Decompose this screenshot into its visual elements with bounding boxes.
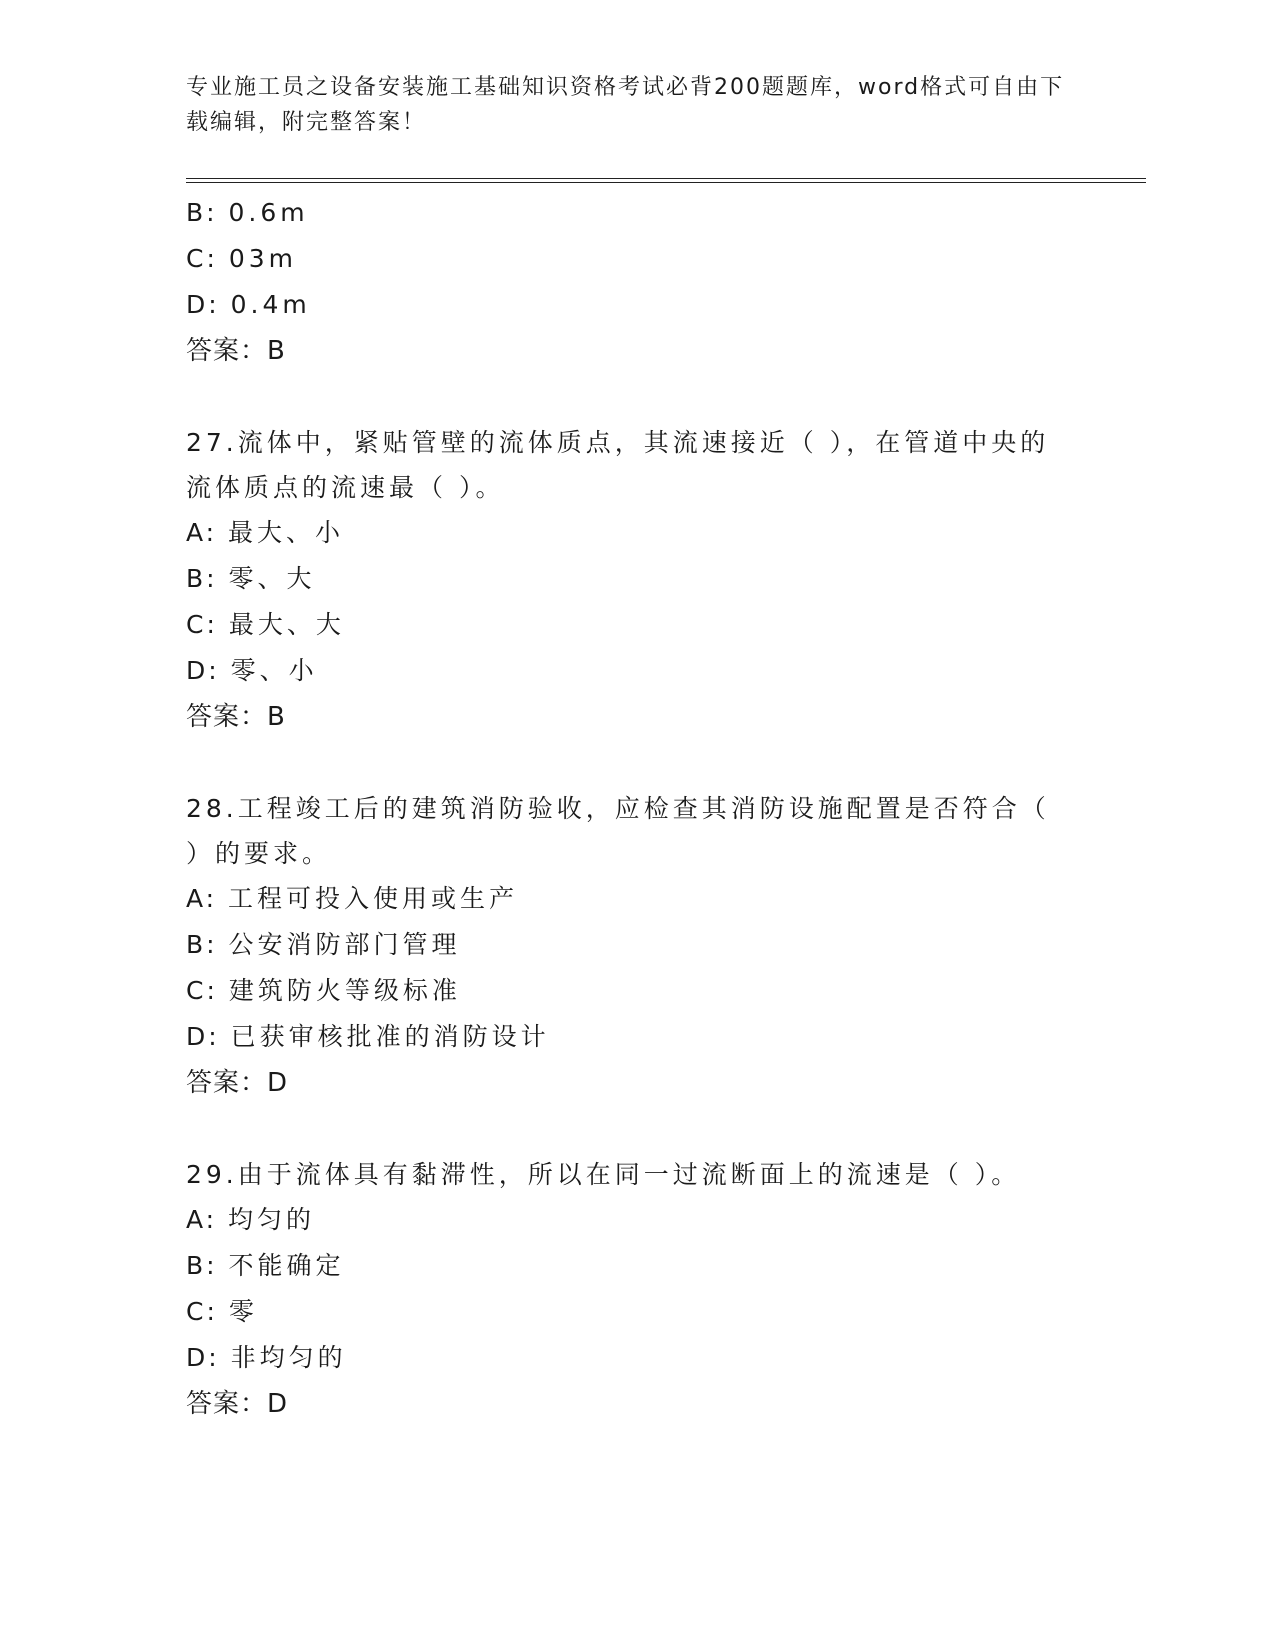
option-letter: C: — [186, 1297, 218, 1326]
option-row — [186, 1289, 1146, 1335]
option-letter: B: — [186, 564, 218, 593]
option-letter: B: — [186, 930, 218, 959]
option-row — [186, 190, 1146, 236]
document-body — [186, 190, 1146, 1427]
option-text: 零、大 — [228, 564, 316, 593]
option-text: 03m — [228, 244, 298, 273]
option-letter: A: — [186, 518, 218, 547]
option-text: 不能确定 — [228, 1251, 345, 1280]
option-text: 已获审核批准的消防设计 — [230, 1022, 550, 1051]
option-letter: C: — [186, 610, 218, 639]
option-text: 最大、小 — [228, 518, 345, 547]
option-text: 0.4m — [230, 290, 311, 319]
question-title: 27.流体中，紧贴管壁的流体质点，其流速接近（ ），在管道中央的流体质点的流速最（ ）。 — [186, 428, 1050, 502]
option-row — [186, 556, 1146, 602]
option-text: 零 — [228, 1297, 258, 1326]
option-text: 工程可投入使用或生产 — [228, 884, 519, 913]
option-letter: D: — [186, 1343, 220, 1372]
header-divider — [186, 178, 1146, 179]
option-text: 公安消防部门管理 — [228, 930, 461, 959]
spacer — [186, 740, 1146, 786]
option-letter: C: — [186, 976, 218, 1005]
option-row — [186, 1197, 1146, 1243]
option-row — [186, 1014, 1146, 1060]
option-row — [186, 236, 1146, 282]
option-text: 建筑防火等级标准 — [228, 976, 461, 1005]
option-row — [186, 510, 1146, 556]
header-divider-second — [186, 182, 1146, 183]
option-row — [186, 282, 1146, 328]
option-row — [186, 1243, 1146, 1289]
option-row — [186, 968, 1146, 1014]
option-text: 零、小 — [230, 656, 318, 685]
option-text: 最大、大 — [228, 610, 345, 639]
answer-line: 答案：D — [186, 1068, 289, 1098]
option-letter: D: — [186, 1022, 220, 1051]
question-title: 28.工程竣工后的建筑消防验收，应检查其消防设施配置是否符合（ ）的要求。 — [186, 794, 1050, 868]
option-letter: A: — [186, 1205, 218, 1234]
option-letter: B: — [186, 198, 218, 227]
option-row — [186, 922, 1146, 968]
spacer — [186, 1106, 1146, 1152]
answer-line: 答案：B — [186, 702, 286, 732]
document-header: 专业施工员之设备安装施工基础知识资格考试必背200题题库，word格式可自由下载编辑，附完整答案！ — [186, 75, 1065, 135]
option-letter: C: — [186, 244, 218, 273]
option-letter: D: — [186, 290, 220, 319]
option-text: 均匀的 — [228, 1205, 316, 1234]
answer-line: 答案：B — [186, 336, 286, 366]
answer-line: 答案：D — [186, 1389, 289, 1419]
option-letter: B: — [186, 1251, 218, 1280]
option-row — [186, 602, 1146, 648]
option-row — [186, 876, 1146, 922]
option-row — [186, 1335, 1146, 1381]
spacer — [186, 374, 1146, 420]
option-letter: D: — [186, 656, 220, 685]
option-text: 0.6m — [228, 198, 309, 227]
document-page — [186, 70, 1146, 1419]
option-letter: A: — [186, 884, 218, 913]
option-text: 非均匀的 — [230, 1343, 347, 1372]
option-row — [186, 648, 1146, 694]
question-title: 29.由于流体具有黏滞性，所以在同一过流断面上的流速是（ ）。 — [186, 1160, 1021, 1189]
